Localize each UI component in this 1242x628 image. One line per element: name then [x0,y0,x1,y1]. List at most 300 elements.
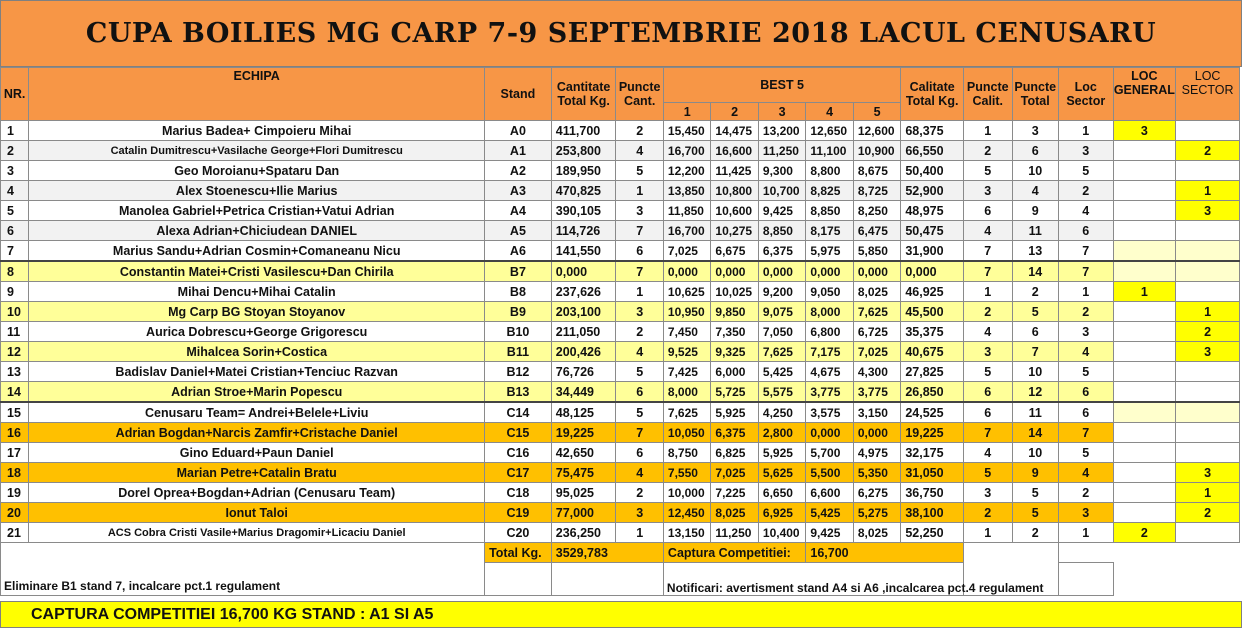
loc-general [1113,181,1176,201]
stand: B10 [485,322,552,342]
puncte-cantitate: 3 [616,201,663,221]
best-5: 0,000 [853,261,900,282]
loc-sector-right [1176,161,1240,181]
puncte-cantitate: 4 [616,463,663,483]
puncte-total: 10 [1012,161,1058,181]
best-5: 8,250 [853,201,900,221]
header-best5: BEST 5 [663,68,900,103]
loc-general [1113,302,1176,322]
best-5: 6,275 [853,483,900,503]
loc-sector: 1 [1058,121,1113,141]
header-nr: NR. [1,68,29,121]
best-3: 4,250 [758,402,805,423]
table-row [1,503,1240,523]
total-kg-value: 3529,783 [551,543,663,563]
loc-sector: 3 [1058,503,1113,523]
loc-sector: 6 [1058,221,1113,241]
header-puncte-cant: Puncte Cant. [616,68,663,121]
best-4: 4,675 [806,362,853,382]
table-row [1,423,1240,443]
puncte-calitate: 1 [964,523,1013,543]
calitate-total: 26,850 [901,382,964,403]
puncte-total: 11 [1012,402,1058,423]
puncte-total: 11 [1012,221,1058,241]
best-5: 3,150 [853,402,900,423]
best-4: 8,175 [806,221,853,241]
calitate-total: 31,050 [901,463,964,483]
puncte-cantitate: 3 [616,302,663,322]
sheet-title: CUPA BOILIES MG CARP 7-9 SEPTEMBRIE 2018 LACUL CENUSARU [85,18,1157,49]
best-2: 7,225 [711,483,758,503]
stand: C17 [485,463,552,483]
calitate-total: 36,750 [901,483,964,503]
puncte-cantitate: 5 [616,362,663,382]
loc-sector-right [1176,261,1240,282]
puncte-total: 4 [1012,181,1058,201]
header-stand: Stand [485,68,552,121]
row-number: 12 [1,342,29,362]
row-number: 20 [1,503,29,523]
loc-sector-right [1176,402,1240,423]
calitate-total: 50,400 [901,161,964,181]
loc-sector-right: 3 [1176,201,1240,221]
best-1: 10,050 [663,423,710,443]
row-number: 7 [1,241,29,262]
calitate-total: 35,375 [901,322,964,342]
cantitate-total: 34,449 [551,382,616,403]
puncte-cantitate: 3 [616,503,663,523]
table-row [1,261,1240,282]
best-2: 7,025 [711,463,758,483]
puncte-calitate: 6 [964,402,1013,423]
best-1: 16,700 [663,221,710,241]
best-5: 7,625 [853,302,900,322]
best-1: 8,750 [663,443,710,463]
team-name: Alexa Adrian+Chiciudean DANIEL [29,221,485,241]
stand: B13 [485,382,552,403]
puncte-cantitate: 6 [616,443,663,463]
cantitate-total: 237,626 [551,282,616,302]
best-3: 5,575 [758,382,805,403]
loc-sector-right: 2 [1176,503,1240,523]
table-row [1,322,1240,342]
calitate-total: 52,250 [901,523,964,543]
cantitate-total: 141,550 [551,241,616,262]
puncte-cantitate: 5 [616,161,663,181]
loc-sector-right [1176,241,1240,262]
stand: B8 [485,282,552,302]
header-cantitate: Cantitate Total Kg. [551,68,616,121]
puncte-total: 5 [1012,302,1058,322]
puncte-cantitate: 1 [616,282,663,302]
best-4: 8,000 [806,302,853,322]
cantitate-total: 76,726 [551,362,616,382]
puncte-calitate: 4 [964,221,1013,241]
puncte-total: 6 [1012,322,1058,342]
stand: C16 [485,443,552,463]
best-5: 7,025 [853,342,900,362]
best-2: 6,675 [711,241,758,262]
footer-text: CAPTURA COMPETITIEI 16,700 KG STAND : A1 SI A5 [31,605,434,623]
team-name: Adrian Bogdan+Narcis Zamfir+Cristache Daniel [29,423,485,443]
puncte-calitate: 2 [964,503,1013,523]
row-number: 21 [1,523,29,543]
cantitate-total: 95,025 [551,483,616,503]
best-1: 13,850 [663,181,710,201]
stand: B12 [485,362,552,382]
best-5: 5,275 [853,503,900,523]
best-4: 3,575 [806,402,853,423]
cantitate-total: 114,726 [551,221,616,241]
best-2: 10,275 [711,221,758,241]
table-row [1,181,1240,201]
loc-sector: 3 [1058,322,1113,342]
best-3: 6,375 [758,241,805,262]
best-4: 5,500 [806,463,853,483]
loc-general [1113,241,1176,262]
best-4: 5,975 [806,241,853,262]
row-number: 14 [1,382,29,403]
row-number: 13 [1,362,29,382]
row-number: 19 [1,483,29,503]
best-1: 12,200 [663,161,710,181]
stand: A4 [485,201,552,221]
blank-cell [485,563,552,596]
best-2: 14,475 [711,121,758,141]
puncte-total: 14 [1012,423,1058,443]
row-number: 10 [1,302,29,322]
table-row [1,362,1240,382]
results-table [0,67,1240,596]
calitate-total: 32,175 [901,443,964,463]
team-name: Alex Stoenescu+Ilie Marius [29,181,485,201]
puncte-total: 5 [1012,483,1058,503]
team-name: Mg Carp BG Stoyan Stoyanov [29,302,485,322]
puncte-total: 9 [1012,201,1058,221]
loc-sector-right: 2 [1176,141,1240,161]
puncte-cantitate: 4 [616,141,663,161]
calitate-total: 50,475 [901,221,964,241]
best-4: 0,000 [806,423,853,443]
puncte-total: 10 [1012,362,1058,382]
best-2: 9,850 [711,302,758,322]
row-number: 8 [1,261,29,282]
cantitate-total: 48,125 [551,402,616,423]
cantitate-total: 411,700 [551,121,616,141]
best-3: 7,625 [758,342,805,362]
best-1: 0,000 [663,261,710,282]
loc-sector-right [1176,282,1240,302]
puncte-calitate: 5 [964,463,1013,483]
best-5: 8,025 [853,282,900,302]
row-number: 4 [1,181,29,201]
loc-general: 3 [1113,121,1176,141]
team-name: Manolea Gabriel+Petrica Cristian+Vatui Adrian [29,201,485,221]
loc-sector: 4 [1058,342,1113,362]
loc-sector-right [1176,362,1240,382]
loc-general [1113,261,1176,282]
loc-sector-right: 3 [1176,342,1240,362]
captura-label: Captura Competitiei: [663,543,805,563]
puncte-calitate: 3 [964,181,1013,201]
best-1: 7,425 [663,362,710,382]
loc-general [1113,342,1176,362]
calitate-total: 19,225 [901,423,964,443]
best-2: 6,825 [711,443,758,463]
team-name: Geo Moroianu+Spataru Dan [29,161,485,181]
loc-general [1113,221,1176,241]
loc-general [1113,322,1176,342]
puncte-calitate: 3 [964,342,1013,362]
best-1: 12,450 [663,503,710,523]
best-1: 10,625 [663,282,710,302]
calitate-total: 68,375 [901,121,964,141]
loc-general [1113,161,1176,181]
eliminare-note: Eliminare B1 stand 7, incalcare pct.1 regulament [1,543,485,596]
stand: C19 [485,503,552,523]
header-puncte-calit: Puncte Calit. [964,68,1013,121]
puncte-cantitate: 2 [616,121,663,141]
table-row [1,483,1240,503]
best-1: 15,450 [663,121,710,141]
stand: B7 [485,261,552,282]
best-1: 11,850 [663,201,710,221]
best-2: 10,800 [711,181,758,201]
best-3: 10,700 [758,181,805,201]
cantitate-total: 390,105 [551,201,616,221]
best-1: 8,000 [663,382,710,403]
row-number: 15 [1,402,29,423]
best-3: 9,200 [758,282,805,302]
team-name: Aurica Dobrescu+George Grigorescu [29,322,485,342]
loc-sector: 1 [1058,523,1113,543]
best-2: 11,250 [711,523,758,543]
puncte-total: 2 [1012,523,1058,543]
summary-row [1,543,1240,563]
captura-value: 16,700 [806,543,964,563]
team-name: Cenusaru Team= Andrei+Belele+Liviu [29,402,485,423]
puncte-cantitate: 5 [616,402,663,423]
loc-sector: 2 [1058,302,1113,322]
loc-general [1113,141,1176,161]
best-2: 6,375 [711,423,758,443]
puncte-cantitate: 7 [616,221,663,241]
header-best-5: 5 [853,103,900,121]
calitate-total: 52,900 [901,181,964,201]
best-2: 10,025 [711,282,758,302]
team-name: Mihalcea Sorin+Costica [29,342,485,362]
loc-general: 2 [1113,523,1176,543]
puncte-calitate: 1 [964,282,1013,302]
stand: B11 [485,342,552,362]
table-row [1,201,1240,221]
puncte-calitate: 1 [964,121,1013,141]
best-3: 13,200 [758,121,805,141]
calitate-total: 46,925 [901,282,964,302]
loc-sector-right [1176,523,1240,543]
calitate-total: 31,900 [901,241,964,262]
best-4: 8,825 [806,181,853,201]
stand: A6 [485,241,552,262]
best-4: 11,100 [806,141,853,161]
loc-sector-right: 1 [1176,302,1240,322]
loc-sector-right: 3 [1176,463,1240,483]
stand: A3 [485,181,552,201]
team-name: ACS Cobra Cristi Vasile+Marius Dragomir+Licaciu Daniel [29,523,485,543]
best-3: 5,425 [758,362,805,382]
puncte-cantitate: 6 [616,241,663,262]
calitate-total: 24,525 [901,402,964,423]
cantitate-total: 200,426 [551,342,616,362]
best-5: 4,300 [853,362,900,382]
puncte-calitate: 4 [964,443,1013,463]
best-3: 9,300 [758,161,805,181]
puncte-calitate: 3 [964,483,1013,503]
puncte-calitate: 6 [964,201,1013,221]
puncte-calitate: 4 [964,322,1013,342]
best-2: 9,325 [711,342,758,362]
puncte-cantitate: 1 [616,181,663,201]
best-3: 5,625 [758,463,805,483]
best-5: 5,350 [853,463,900,483]
table-row [1,342,1240,362]
row-number: 2 [1,141,29,161]
best-1: 10,950 [663,302,710,322]
table-row [1,282,1240,302]
puncte-calitate: 6 [964,382,1013,403]
best-5: 8,675 [853,161,900,181]
footer-banner [0,601,1242,628]
best-2: 8,025 [711,503,758,523]
best-3: 9,075 [758,302,805,322]
cantitate-total: 19,225 [551,423,616,443]
best-5: 10,900 [853,141,900,161]
puncte-total: 6 [1012,141,1058,161]
best-5: 4,975 [853,443,900,463]
row-number: 3 [1,161,29,181]
row-number: 16 [1,423,29,443]
loc-sector: 2 [1058,181,1113,201]
stand: A0 [485,121,552,141]
loc-sector-right: 2 [1176,322,1240,342]
cantitate-total: 75,475 [551,463,616,483]
loc-sector: 6 [1058,382,1113,403]
best-2: 6,000 [711,362,758,382]
notificari-note: Notificari: avertisment stand A4 si A6 ,incalcarea pct.4 regulament [663,563,1113,596]
best-4: 0,000 [806,261,853,282]
best-4: 7,175 [806,342,853,362]
best-5: 0,000 [853,423,900,443]
best-4: 12,650 [806,121,853,141]
loc-sector: 4 [1058,201,1113,221]
table-row [1,302,1240,322]
cantitate-total: 203,100 [551,302,616,322]
loc-sector: 3 [1058,141,1113,161]
puncte-total: 5 [1012,503,1058,523]
cantitate-total: 77,000 [551,503,616,523]
best-5: 6,725 [853,322,900,342]
stand: C14 [485,402,552,423]
puncte-calitate: 2 [964,141,1013,161]
puncte-total: 9 [1012,463,1058,483]
cantitate-total: 236,250 [551,523,616,543]
loc-general [1113,503,1176,523]
header-best-1: 1 [663,103,710,121]
header-best-2: 2 [711,103,758,121]
best-3: 6,925 [758,503,805,523]
calitate-total: 38,100 [901,503,964,523]
best-3: 9,425 [758,201,805,221]
cantitate-total: 253,800 [551,141,616,161]
team-name: Badislav Daniel+Matei Cristian+Tenciuc Razvan [29,362,485,382]
cantitate-total: 189,950 [551,161,616,181]
table-row [1,161,1240,181]
row-number: 5 [1,201,29,221]
best-1: 7,025 [663,241,710,262]
loc-sector: 7 [1058,241,1113,262]
loc-general [1113,382,1176,403]
table-row [1,402,1240,423]
stand: A5 [485,221,552,241]
puncte-calitate: 5 [964,161,1013,181]
best-5: 6,475 [853,221,900,241]
puncte-cantitate: 6 [616,382,663,403]
loc-general [1113,443,1176,463]
puncte-calitate: 5 [964,362,1013,382]
best-1: 7,550 [663,463,710,483]
best-4: 5,425 [806,503,853,523]
best-3: 10,400 [758,523,805,543]
puncte-total: 2 [1012,282,1058,302]
puncte-total: 14 [1012,261,1058,282]
calitate-total: 27,825 [901,362,964,382]
best-4: 5,700 [806,443,853,463]
cantitate-total: 42,650 [551,443,616,463]
best-3: 2,800 [758,423,805,443]
team-name: Marian Petre+Catalin Bratu [29,463,485,483]
best-4: 8,850 [806,201,853,221]
loc-sector: 5 [1058,161,1113,181]
puncte-cantitate: 7 [616,261,663,282]
loc-sector: 7 [1058,423,1113,443]
loc-general [1113,402,1176,423]
loc-sector: 5 [1058,443,1113,463]
best-2: 11,425 [711,161,758,181]
best-2: 16,600 [711,141,758,161]
puncte-cantitate: 1 [616,523,663,543]
table-row [1,221,1240,241]
team-name: Marius Badea+ Cimpoieru Mihai [29,121,485,141]
loc-sector-right [1176,443,1240,463]
puncte-cantitate: 4 [616,342,663,362]
calitate-total: 66,550 [901,141,964,161]
puncte-calitate: 7 [964,241,1013,262]
best-5: 8,025 [853,523,900,543]
best-1: 16,700 [663,141,710,161]
cantitate-total: 0,000 [551,261,616,282]
header-loc-general: LOC GENERAL [1113,68,1176,121]
best-5: 5,850 [853,241,900,262]
calitate-total: 45,500 [901,302,964,322]
loc-sector-right [1176,121,1240,141]
team-name: Gino Eduard+Paun Daniel [29,443,485,463]
header-echipa: ECHIPA [29,68,485,121]
best-1: 9,525 [663,342,710,362]
best-3: 5,925 [758,443,805,463]
best-1: 7,625 [663,402,710,423]
stand: C18 [485,483,552,503]
puncte-calitate: 2 [964,302,1013,322]
